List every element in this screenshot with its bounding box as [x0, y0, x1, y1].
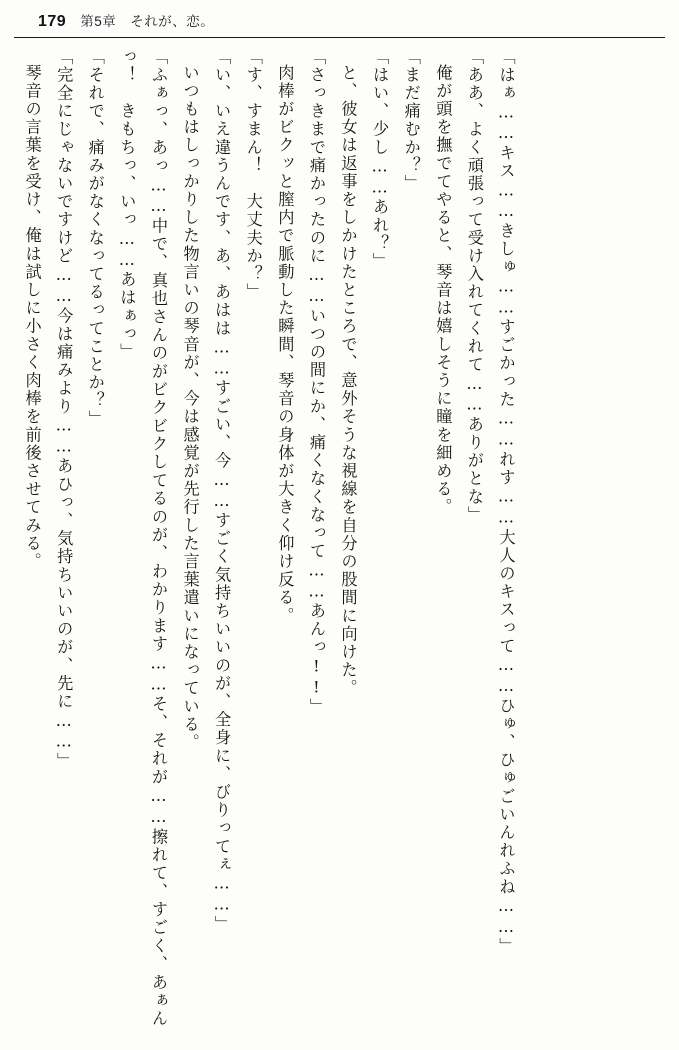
paragraph: 「はぁ……キス……きしゅ……すごかった……れす……大人のキスって……ひゅ、ひゅごいんれふね……」	[496, 48, 516, 956]
paragraph: いつもはしっかりした物言いの琴音が、今は感覚が先行した言葉遣いになっている。	[180, 64, 200, 752]
paragraph: 「それで、痛みがなくなってるってことか？」	[85, 48, 105, 429]
paragraph: 「す、すまん！ 大丈夫か？」	[243, 48, 263, 302]
header-divider	[14, 37, 665, 38]
running-head	[38, 10, 641, 34]
paragraph: 「ああ、よく頑張って受け入れてくれて……ありがとな」	[464, 48, 484, 525]
paragraph: 琴音の言葉を受け、俺は試しに小さく肉棒を前後させてみる。	[22, 64, 42, 571]
page-number: 179	[38, 13, 67, 30]
paragraph: 「まだ痛むか？」	[401, 48, 421, 193]
paragraph: 「はい、少し……あれ？」	[370, 48, 390, 271]
paragraph: 俺が頭を撫でてやると、琴音は嬉しそうに瞳を細める。	[433, 64, 453, 517]
paragraph: 肉棒がビクッと膣内で脈動した瞬間、琴音の身体が大きく仰け反る。	[275, 64, 295, 626]
vertical-text-block	[16, 48, 522, 1028]
paragraph: 「い、いえ違うんです、あ、あはは……すごい、今……すごく気持ちいいのが、全身に、びりってぇ……」	[212, 48, 232, 934]
paragraph: 「完全にじゃないですけど……今は痛みより……あひっ、気持ちいいのが、先に……」	[54, 48, 74, 771]
paragraph: 「さっきまで痛かったのに……いつの間にか、痛くなくなって……あんっ!!」	[306, 48, 326, 717]
paragraph: と、彼女は返事をしかけたところで、意外そうな視線を自分の股間に向けた。	[338, 64, 358, 698]
paragraph: 「ふぁっ、あっ……中で、真也さんのがビクビクしてるのが、わかります……そ、それが……擦れて、すごく、あぁんっ！ きもちっ、いっ……あはぁっ」	[117, 48, 168, 1028]
page-body	[16, 48, 663, 1034]
chapter-title: 第5章 それが、恋。	[80, 14, 215, 29]
